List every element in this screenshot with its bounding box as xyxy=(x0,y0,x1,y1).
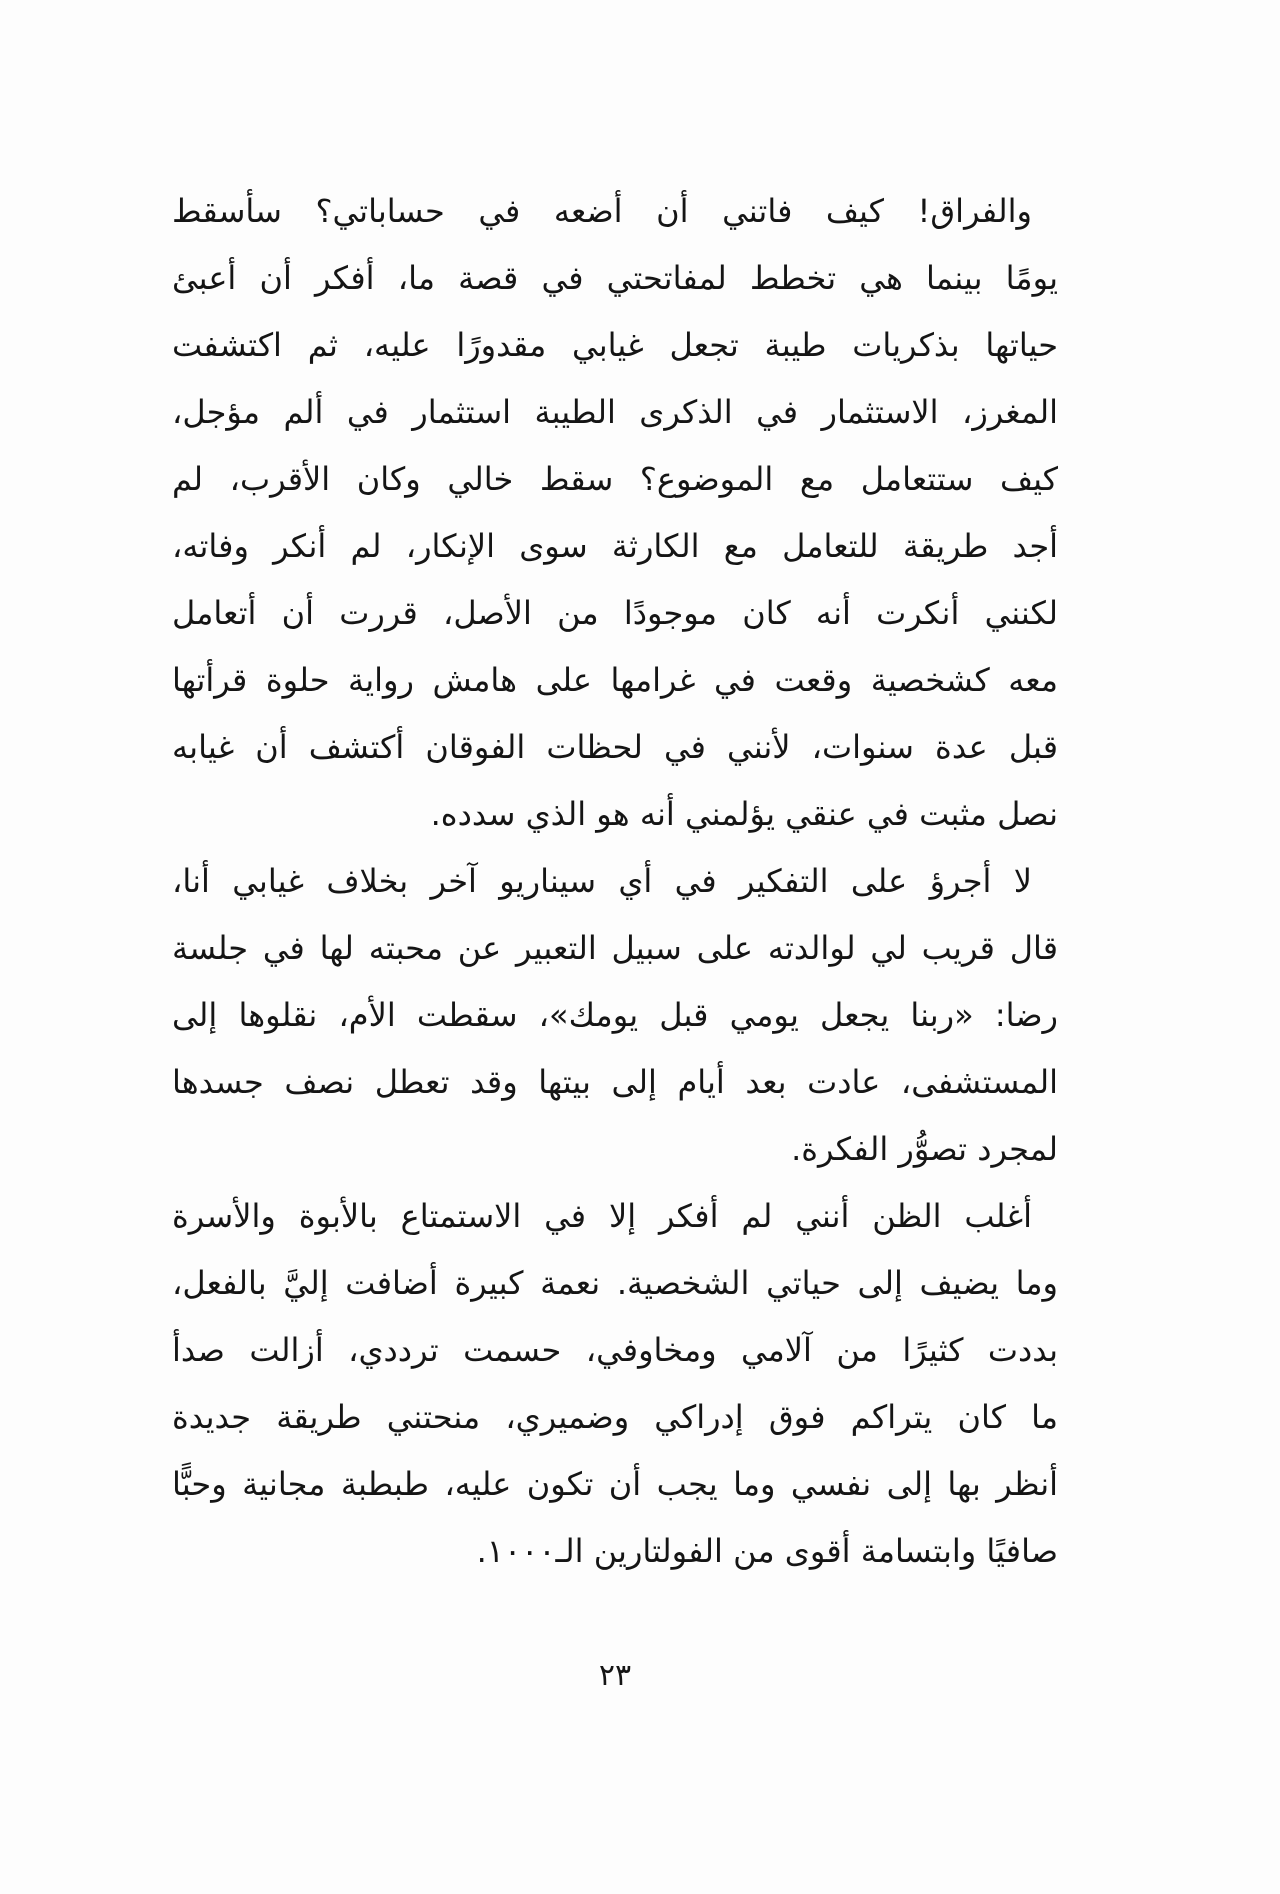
text-line: كيف ستتعامل مع الموضوع؟ سقط خالي وكان الأقرب، لم xyxy=(172,460,1058,498)
text-line: قبل عدة سنوات، لأنني في لحظات الفوقان أكتشف أن غيابه xyxy=(172,728,1058,766)
body-text xyxy=(172,178,1058,1585)
text-line: صافيًا وابتسامة أقوى من الفولتارين الـ١٠٠٠. xyxy=(476,1532,1058,1570)
text-line: لكنني أنكرت أنه كان موجودًا من الأصل، قررت أن أتعامل xyxy=(172,594,1058,632)
text-line: لمجرد تصوُّر الفكرة. xyxy=(791,1130,1058,1168)
text-line: حياتها بذكريات طيبة تجعل غيابي مقدورًا عليه، ثم اكتشفت xyxy=(172,326,1058,364)
text-line: المغرز، الاستثمار في الذكرى الطيبة استثمار في ألم مؤجل، xyxy=(172,393,1058,431)
text-line: قال قريب لي لوالدته على سبيل التعبير عن محبته لها في جلسة xyxy=(172,929,1058,967)
text-line: المستشفى، عادت بعد أيام إلى بيتها وقد تعطل نصف جسدها xyxy=(172,1063,1058,1101)
text-line: أجد طريقة للتعامل مع الكارثة سوى الإنكار، لم أنكر وفاته، xyxy=(172,527,1058,565)
text-line: لا أجرؤ على التفكير في أي سيناريو آخر بخلاف غيابي أنا، xyxy=(172,862,1032,900)
text-line: وما يضيف إلى حياتي الشخصية. نعمة كبيرة أضافت إليَّ بالفعل، xyxy=(172,1264,1058,1302)
page-number: ٢٣ xyxy=(598,1658,632,1693)
text-line: يومًا بينما هي تخطط لمفاتحتي في قصة ما، أفكر أن أعبئ xyxy=(172,259,1058,297)
text-line: بددت كثيرًا من آلامي ومخاوفي، حسمت ترددي، أزالت صدأ xyxy=(172,1331,1058,1369)
text-line: معه كشخصية وقعت في غرامها على هامش رواية حلوة قرأتها xyxy=(172,661,1058,699)
text-line: نصل مثبت في عنقي يؤلمني أنه هو الذي سدده. xyxy=(430,795,1058,833)
text-line: والفراق! كيف فاتني أن أضعه في حساباتي؟ سأسقط xyxy=(172,192,1032,230)
text-line: أغلب الظن أنني لم أفكر إلا في الاستمتاع بالأبوة والأسرة xyxy=(172,1197,1032,1235)
text-line: أنظر بها إلى نفسي وما يجب أن تكون عليه، طبطبة مجانية وحبًّا xyxy=(172,1465,1058,1503)
text-line: ما كان يتراكم فوق إدراكي وضميري، منحتني طريقة جديدة xyxy=(172,1398,1058,1436)
text-line: رضا: «ربنا يجعل يومي قبل يومك»، سقطت الأم، نقلوها إلى xyxy=(172,996,1058,1034)
